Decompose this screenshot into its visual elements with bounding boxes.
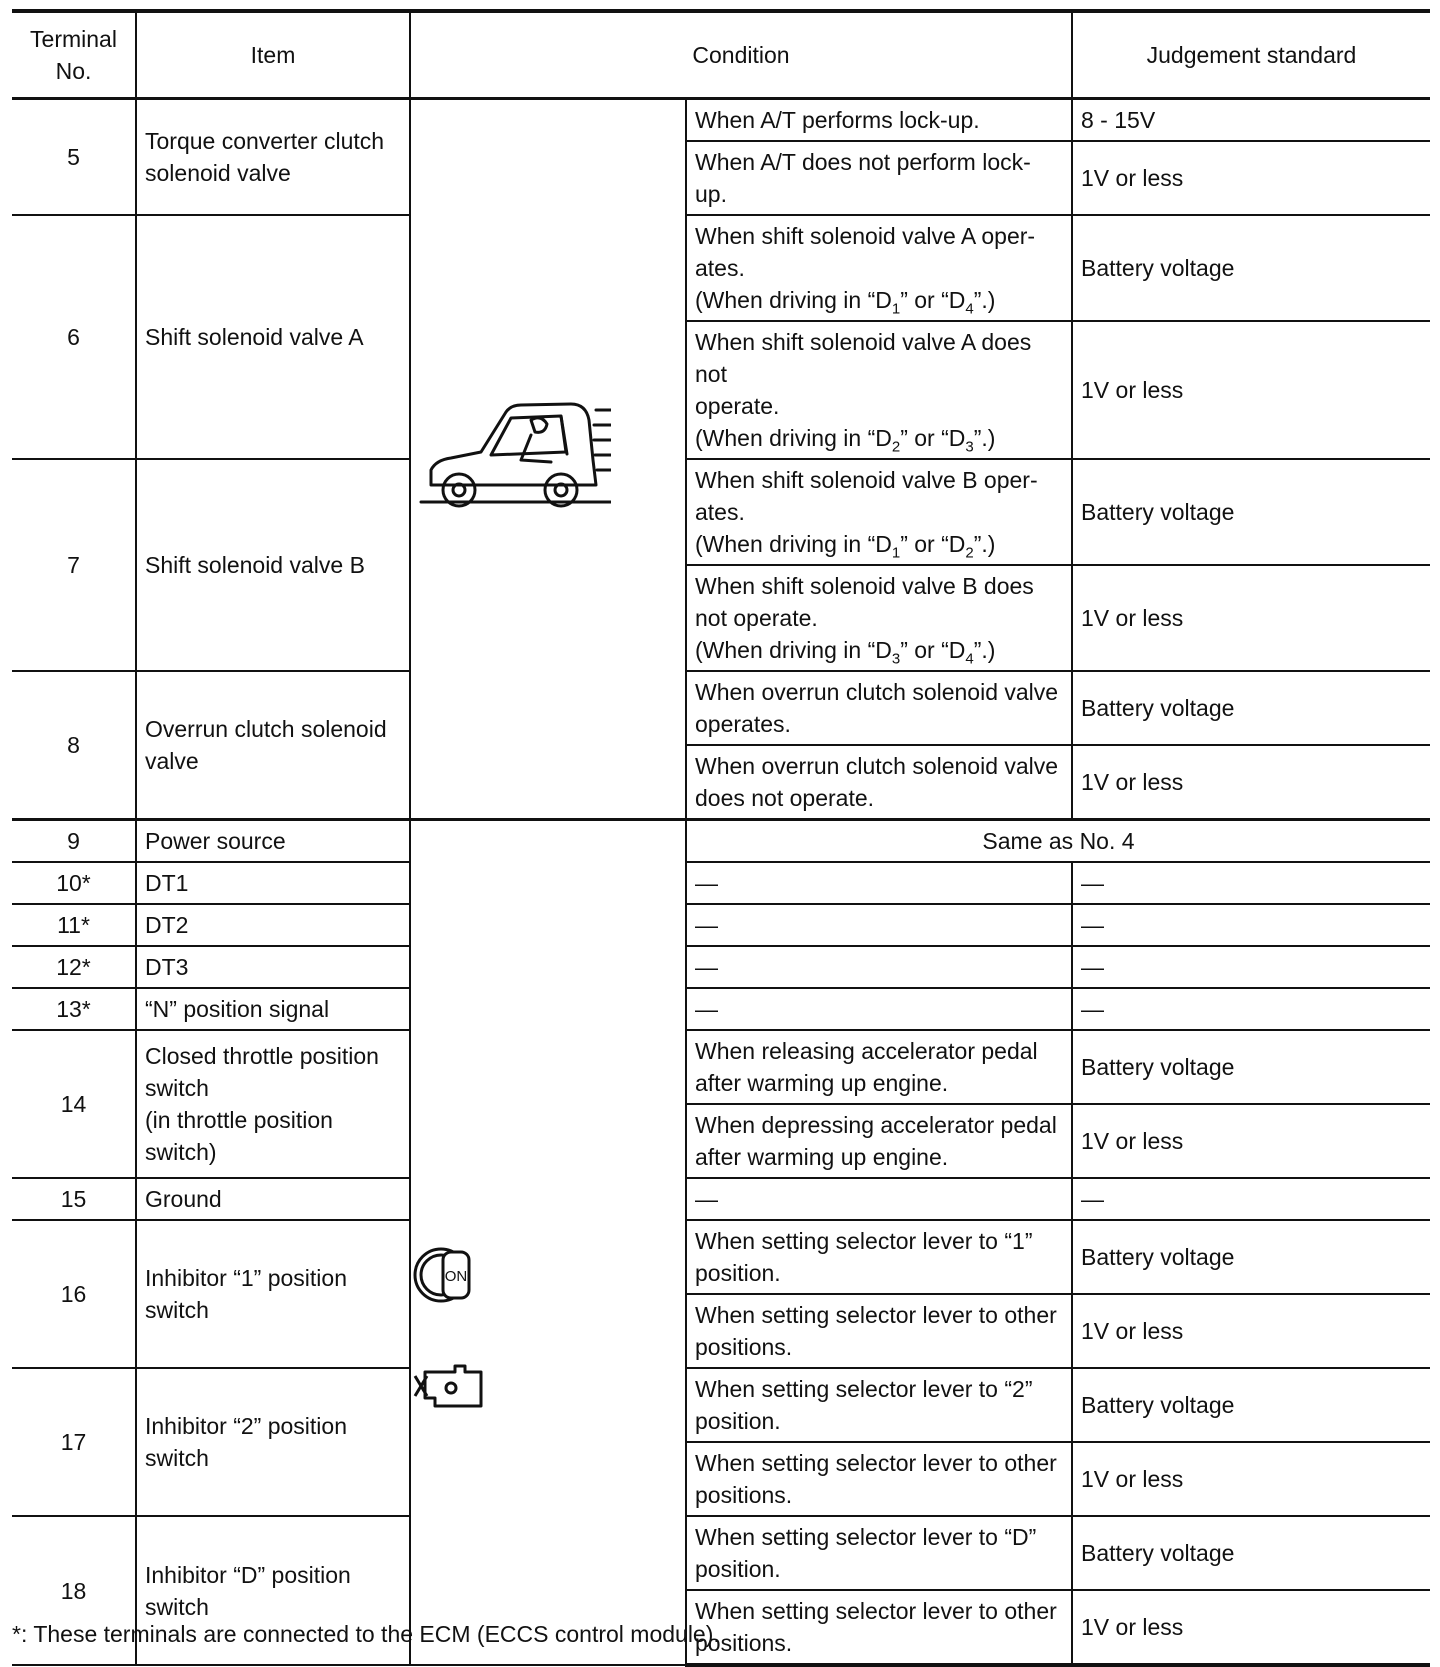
car-driving-icon-cell: [410, 99, 686, 820]
terminal-no: 16: [12, 1220, 136, 1368]
terminal-no: 10*: [12, 862, 136, 904]
condition: When shift solenoid valve B oper- ates. (When driving in “$D_1$” or “$D_2$”.): [686, 459, 1072, 565]
judgement: —: [1072, 1178, 1430, 1220]
condition: When overrun clutch solenoid valve does not operate.: [686, 745, 1072, 820]
terminal-no: 17: [12, 1368, 136, 1516]
item-name: Inhibitor “1” position switch: [136, 1220, 410, 1368]
terminal-no: 13*: [12, 988, 136, 1030]
table-row: [12, 215, 1430, 321]
terminal-no: 15: [12, 1178, 136, 1220]
condition: —: [686, 904, 1072, 946]
table-row: [12, 1178, 1430, 1220]
terminal-table: [12, 9, 1430, 1667]
judgement: 1V or less: [1072, 1442, 1430, 1516]
judgement: Battery voltage: [1072, 459, 1430, 565]
judgement: Battery voltage: [1072, 1220, 1430, 1294]
condition: When shift solenoid valve A does not operate. (When driving in “$D_2$” or “$D_3$”.): [686, 321, 1072, 459]
table-row: [12, 1516, 1430, 1590]
item-name: Torque converter clutch solenoid valve: [136, 99, 410, 216]
judgement: Battery voltage: [1072, 1516, 1430, 1590]
judgement: 1V or less: [1072, 1294, 1430, 1368]
judgement: —: [1072, 904, 1430, 946]
condition: When setting selector lever to “D” position.: [686, 1516, 1072, 1590]
condition: When A/T does not perform lock- up.: [686, 141, 1072, 215]
terminal-no: 7: [12, 459, 136, 671]
condition: When setting selector lever to “2” position.: [686, 1368, 1072, 1442]
table-row: [12, 820, 1430, 863]
header-judgement: Judgement standard: [1072, 11, 1430, 99]
car-driving-icon: [411, 390, 611, 520]
footnote: *: These terminals are connected to the ECM (ECCS control module).: [12, 1621, 720, 1647]
condition: When shift solenoid valve A oper- ates. (When driving in “$D_1$” or “$D_4$”.): [686, 215, 1072, 321]
header-item: Item: [136, 11, 410, 99]
judgement: 1V or less: [1072, 141, 1430, 215]
table-row: [12, 671, 1430, 745]
table-row: [12, 99, 1430, 142]
condition: When depressing accelerator pedal after warming up engine.: [686, 1104, 1072, 1178]
judgement: 1V or less: [1072, 1104, 1430, 1178]
terminal-no: 18: [12, 1516, 136, 1665]
condition: When A/T performs lock-up.: [686, 99, 1072, 142]
condition: —: [686, 988, 1072, 1030]
item-name: Shift solenoid valve B: [136, 459, 410, 671]
item-name: Inhibitor “2” position switch: [136, 1368, 410, 1516]
ignition-key-on-icon: [411, 1240, 481, 1310]
judgement: —: [1072, 862, 1430, 904]
condition: When setting selector lever to “1” position.: [686, 1220, 1072, 1294]
item-name: Inhibitor “D” position switch: [136, 1516, 410, 1665]
table-row: [12, 946, 1430, 988]
condition-same-as: Same as No. 4: [686, 820, 1430, 863]
terminal-no: 9: [12, 820, 136, 863]
item-name: “N” position signal: [136, 988, 410, 1030]
terminal-no: 6: [12, 215, 136, 459]
svg-text:ON: ON: [444, 1267, 468, 1285]
judgement: 1V or less: [1072, 745, 1430, 820]
judgement: Battery voltage: [1072, 215, 1430, 321]
item-name: DT1: [136, 862, 410, 904]
judgement: —: [1072, 946, 1430, 988]
item-name: Shift solenoid valve A: [136, 215, 410, 459]
table-row: [12, 459, 1430, 565]
condition: When setting selector lever to other positions.: [686, 1442, 1072, 1516]
engine-running-icon: [411, 1358, 491, 1418]
table-row: [12, 1220, 1430, 1294]
header-row: [12, 11, 1430, 99]
judgement: 1V or less: [1072, 1590, 1430, 1665]
terminal-no: 11*: [12, 904, 136, 946]
item-name: Overrun clutch solenoid valve: [136, 671, 410, 820]
table-row: [12, 988, 1430, 1030]
ignition-engine-icon-cell: [410, 820, 686, 1666]
condition: —: [686, 862, 1072, 904]
condition: When setting selector lever to other positions.: [686, 1294, 1072, 1368]
table-row: [12, 862, 1430, 904]
table-row: [12, 904, 1430, 946]
terminal-no: 12*: [12, 946, 136, 988]
condition: When setting selector lever to other positions.: [686, 1590, 1072, 1665]
header-condition: Condition: [410, 11, 1072, 99]
condition: When shift solenoid valve B does not operate. (When driving in “$D_3$” or “$D_4$”.): [686, 565, 1072, 671]
item-name: DT3: [136, 946, 410, 988]
judgement: —: [1072, 988, 1430, 1030]
terminal-no: 5: [12, 99, 136, 216]
terminal-no: 8: [12, 671, 136, 820]
header-terminal-no: Terminal No.: [12, 11, 136, 99]
table-row: [12, 1030, 1430, 1104]
judgement: 8 - 15V: [1072, 99, 1430, 142]
judgement: 1V or less: [1072, 321, 1430, 459]
item-name: Power source: [136, 820, 410, 863]
condition: When releasing accelerator pedal after warming up engine.: [686, 1030, 1072, 1104]
table-row: [12, 1368, 1430, 1442]
condition: —: [686, 946, 1072, 988]
judgement: 1V or less: [1072, 565, 1430, 671]
item-name: Closed throttle position switch (in throttle position switch): [136, 1030, 410, 1178]
item-name: DT2: [136, 904, 410, 946]
condition: —: [686, 1178, 1072, 1220]
judgement: Battery voltage: [1072, 671, 1430, 745]
judgement: Battery voltage: [1072, 1368, 1430, 1442]
terminal-no: 14: [12, 1030, 136, 1178]
item-name: Ground: [136, 1178, 410, 1220]
condition: When overrun clutch solenoid valve operates.: [686, 671, 1072, 745]
judgement: Battery voltage: [1072, 1030, 1430, 1104]
